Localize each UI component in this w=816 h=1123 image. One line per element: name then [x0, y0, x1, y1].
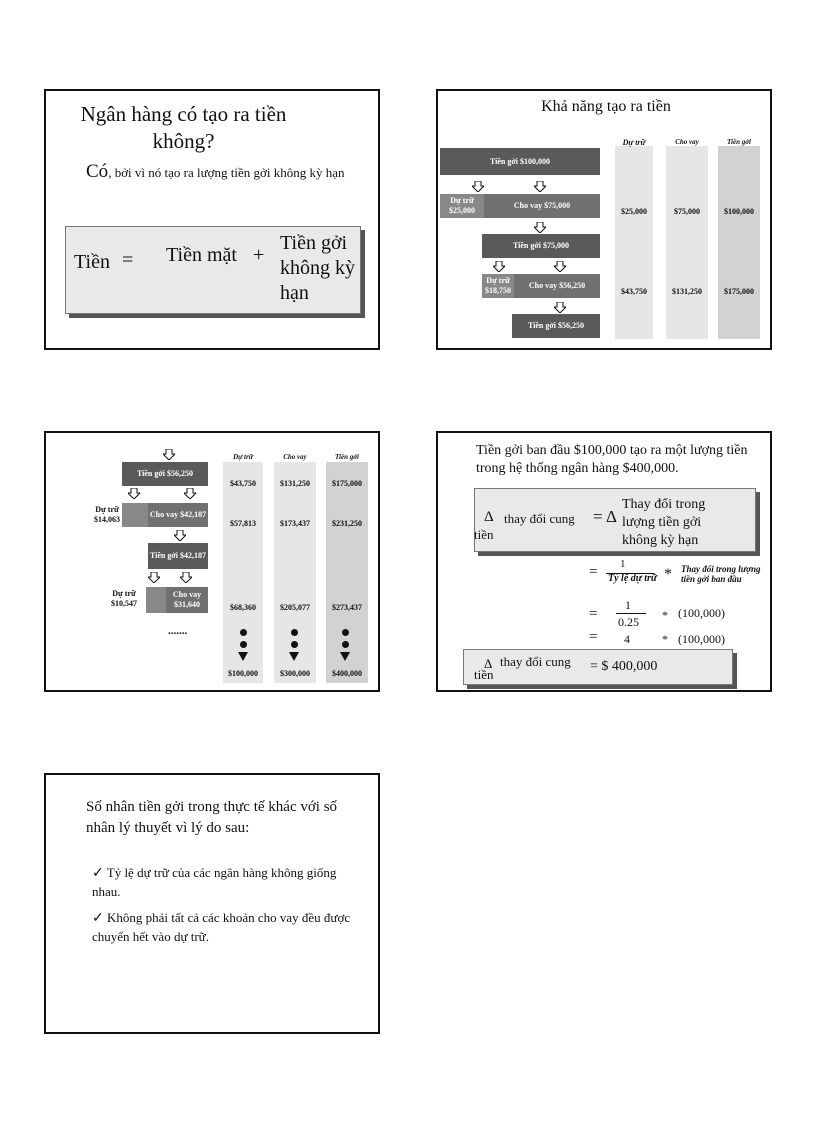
result-delta: Δ: [484, 656, 493, 671]
deposit-block-1: Tiền gởi $56,250: [122, 462, 208, 486]
reserve-label-1: Dự trữ $14,063: [94, 505, 120, 524]
loan-block-1: Cho vay $75,000: [484, 194, 600, 218]
multiply-star: *: [662, 632, 668, 646]
column-reserve: [615, 146, 653, 339]
column-loan: [666, 146, 708, 339]
arrow-down-icon: [493, 261, 505, 272]
value-cell: $68,360: [230, 603, 256, 612]
slide-2-title: Khả năng tạo ra tiền: [541, 98, 671, 115]
column-deposit: [718, 146, 760, 339]
eq-sign: =: [122, 249, 134, 271]
header-reserve: Dự trữ: [233, 453, 253, 461]
delta-symbol: Δ: [484, 509, 494, 525]
arrow-down-icon: [534, 222, 546, 233]
bullet-item: [92, 864, 362, 901]
box1-delta: Δ: [606, 507, 617, 526]
eq-sign-3: =: [589, 629, 598, 645]
value-cell: $43,750: [230, 479, 256, 488]
total-cell: $400,000: [332, 669, 362, 678]
column-reserve: [223, 462, 263, 683]
slide-4-intro: Tiền gởi ban đầu $100,000 tạo ra một lượng tiền trong hệ thống ngân hàng $400,000.: [476, 443, 748, 476]
deposit-block-2: Tiền gởi $42,187: [148, 543, 208, 569]
checkmark-icon: ✓: [92, 911, 104, 926]
slide-4: [436, 431, 772, 692]
value-cell: $75,000: [674, 207, 700, 216]
box1-left: thay đổi cung tiền: [474, 511, 575, 542]
continuation-dot: [240, 629, 247, 636]
header-reserve: Dự trữ: [622, 138, 646, 147]
eq-sign-2: =: [589, 606, 598, 622]
value-cell: $175,000: [724, 287, 754, 296]
reserve-ratio-label: Tỷ lệ dự trữ: [608, 573, 657, 584]
loan-block-2: Cho vay $56,250: [514, 274, 600, 298]
multiply-star: *: [662, 608, 668, 622]
column-deposit: [326, 462, 368, 683]
slide-1: [44, 89, 380, 350]
fraction-2-den: 0.25: [618, 615, 639, 629]
value-cell: $273,437: [332, 603, 362, 612]
value-cell: $175,000: [332, 479, 362, 488]
eq-plus: +: [253, 244, 265, 266]
fraction-1-num: 1: [620, 558, 626, 570]
bullet-item: [92, 909, 362, 946]
header-deposit: Tiền gởi: [727, 138, 751, 146]
initial-deposit-label: Thay đổi trong lượng tiền gởi ban đầu: [681, 564, 761, 584]
continuation-dot: [240, 641, 247, 648]
multiplier-value: 4: [624, 632, 630, 646]
value-cell: $131,250: [280, 479, 310, 488]
arrow-down-icon: [472, 181, 484, 192]
value-cell: $100,000: [724, 207, 754, 216]
arrow-down-icon: [554, 302, 566, 313]
eq-deposit: Tiền gởi không kỳ hạn: [280, 232, 355, 304]
arrow-down-icon: [534, 181, 546, 192]
multiply-star: *: [664, 566, 672, 583]
eq-left: Tiền: [74, 251, 110, 273]
value-cell: $57,813: [230, 519, 256, 528]
header-loan: Cho vay: [283, 453, 307, 461]
value-cell: $43,750: [621, 287, 647, 296]
reserve-block-2: Dự trữ $18,750: [482, 274, 514, 298]
bullet-text: Tỷ lệ dự trữ của các ngân hàng không giống nhau.: [92, 865, 337, 899]
value-cell: $173,437: [280, 519, 310, 528]
arrow-down-icon: [128, 488, 140, 499]
down-triangle-icon: [289, 652, 299, 661]
continuation-dot: [291, 641, 298, 648]
arrow-down-icon: [148, 572, 160, 583]
slide-3: [44, 431, 380, 692]
total-cell: $100,000: [228, 669, 258, 678]
loan-block-2: Cho vay $31,640: [166, 587, 208, 613]
box1-right: Thay đổi trong lượng tiền gởi không kỳ hạn: [622, 497, 706, 548]
down-triangle-icon: [340, 652, 350, 661]
reserve-block-1: [122, 503, 148, 527]
column-loan: [274, 462, 316, 683]
value-cell: $205,077: [280, 603, 310, 612]
ellipsis: .......: [168, 625, 188, 637]
arrow-down-icon: [180, 572, 192, 583]
eq-cash: Tiền mặt: [166, 244, 237, 266]
slide-2: [436, 89, 772, 350]
value-cell: $131,250: [672, 287, 702, 296]
reserve-block-1: Dự trữ $25,000: [440, 194, 484, 218]
loan-block-1: Cho vay $42,187: [148, 503, 208, 527]
result-right: = $ 400,000: [590, 659, 658, 674]
result-left: thay đổi cung tiền: [474, 654, 571, 682]
arrow-down-icon: [163, 449, 175, 460]
header-loan: Cho vay: [675, 138, 699, 146]
amount-1: (100,000): [678, 606, 725, 620]
amount-2: (100,000): [678, 632, 725, 646]
value-cell: $231,250: [332, 519, 362, 528]
fraction-line: [616, 613, 646, 614]
arrow-down-icon: [554, 261, 566, 272]
checkmark-icon: ✓: [92, 866, 104, 881]
continuation-dot: [342, 629, 349, 636]
reserve-block-2: [146, 587, 166, 613]
answer-lead: Có: [86, 161, 109, 182]
fraction-2-num: 1: [625, 598, 631, 612]
slide-1-answer: [86, 163, 356, 181]
box1-equals: =: [593, 507, 603, 526]
arrow-down-icon: [174, 530, 186, 541]
deposit-block-1: Tiền gởi $100,000: [440, 148, 600, 175]
continuation-dot: [291, 629, 298, 636]
slide-5: [44, 773, 380, 1034]
arrow-down-icon: [184, 488, 196, 499]
deposit-block-2: Tiền gởi $75,000: [482, 234, 600, 258]
bullet-text: Không phải tất cả các khoản cho vay đều được chuyển hết vào dự trữ.: [92, 910, 351, 944]
eq-sign-1: =: [589, 564, 598, 580]
down-triangle-icon: [238, 652, 248, 661]
value-cell: $25,000: [621, 207, 647, 216]
header-deposit: Tiền gởi: [335, 453, 359, 461]
deposit-block-3: Tiền gởi $56,250: [512, 314, 600, 338]
continuation-dot: [342, 641, 349, 648]
slide-5-title: Số nhân tiền gởi trong thực tế khác với số nhân lý thuyết vì lý do sau:: [86, 799, 338, 836]
answer-rest: , bởi vì nó tạo ra lượng tiền gởi không kỳ hạn: [108, 165, 345, 180]
total-cell: $300,000: [280, 669, 310, 678]
slide-1-title: Ngân hàng có tạo ra tiền không?: [80, 102, 287, 153]
reserve-label-2: Dự trữ $10,547: [111, 589, 137, 608]
